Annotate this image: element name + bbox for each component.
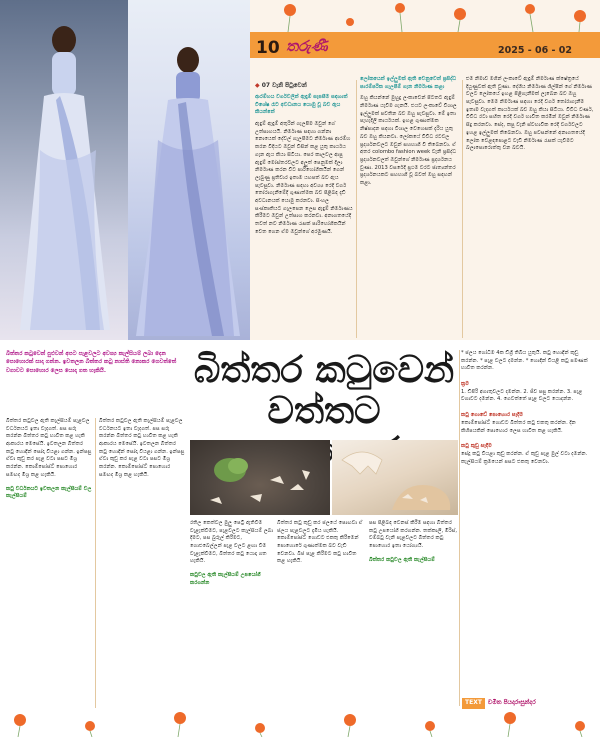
credit-name: චමිත පියදාරාසුන්දර [488,699,536,706]
main-col1-body: බිත්තර කටුවල ඇති කැල්සියම් පැළවල වර්ධනයට ඉතා වැදගත්. පස සරු කරන්න බිත්තර කටු භාවිත කළ හැකි ආකාරය මෙසේයි. ඉවතලන බිත්තර කටු හොඳින් සෝදා වියළා ගන්න. ඉන්පසු ඒවා කුඩු කර පැළ වටා පසට මිශ්‍ර කරන්න. කොම්පෝස්ට් පොහොර සමඟද මිශ්‍ර කළ හැකියි. [6,418,92,478]
main-col1-head: කටු වර්ධනයට ඉවතලන කැල්සියම් වල කැල්සියම් [6,485,92,500]
page-number: 10 [256,38,280,58]
sub-body-2: සේදූ කටු වියළා කුඩු කරන්න. ඒ කුඩු පැළ මුල් වටා දමන්න. කැල්සියම් ක්‍රමයෙන් පසට එකතු වෙනවා. [461,450,588,465]
tips-list: 1. ඩිපිරි අගාතුවලට දමන්න. 2. ජිව පසු කරන්න. 3. පැළ වගාවට දමන්න. 4. ගෙවත්තේ පැළ වලට යොදන්න. [461,388,583,403]
eggshell-soil-photo [190,440,330,515]
top-col3-body: එම නිමාව මගින් ලංකාවේ ඇඳුම් නිර්මාණ ක්ෂේත්‍රයේ දියුණුවක් ඇති වුණා. දේශීය නිර්මාණ ශිල්පීන් ගේ නිර්මාණ වලට ලෝකයේ ඉහළ පිළිගැනීමක් ලැබෙන බව ඔහු පැවසුවා. මෙම නිර්මාණ සඳහා රෙදි වර්ග තෝරාගැනීම ඉතාම වැදගත් කාර්යයක් බව ඔහු කියා සිටියා. විවිධ වර්ණ, විවිධ රටා සහිත රෙදි වර්ග භාවිත කරමින් ඔවුන් නිර්මාණ සිදු කරනවා. සේද, කපු වැනි ස්වභාවික රෙදි වර්ගවලට ඉහළ ඉල්ලුමක් තිබෙනවා. ඔහු පවසන්නේ අනාගතයේදී ලෝක වෙළඳපොළට වැඩි නිර්මාණ රැසක් යැවීමට බලාපොරොත්තු වන බවයි. [466,76,594,152]
column-divider [95,418,96,708]
main-col4-body: පස පිළිබඳ වෙනස් කිරීම සඳහා බිත්තර කටු උපයෝගී කරගන්න. තක්කාලි, මිරිස්, වම්බටු වැනි පැළවලට බිත්තර කටු පොහොර ඉතා යෝග්‍යයි. [369,520,458,550]
sub-heading-1: කටු ගොඩේ පොහොර සෑදීම [461,412,524,419]
column-divider [459,350,460,706]
top-column-2 [360,76,458,188]
model-photo-left [0,0,128,340]
main-col2-head: කටුවල ඇති කැල්සියම් උපයෝගී කරගන්න [190,572,261,586]
credit-tag: TEXT [462,698,485,709]
top-lead: ආරම්භය වර්ගවලින් ඇඳුම් සැපසීම සඳහාත් විශේෂ රෑට අවධානය යොමු වූ බව ඇය කියන්නේ [255,94,348,116]
column-divider [462,80,463,338]
headline-line-2: වත්තට [267,388,381,432]
main-col1b-body: බිත්තර කටුවල ඇති කැල්සියම් පැළවල වර්ධනයට ඉතා වැදගත්. පස සරු කරන්න බිත්තර කටු භාවිත කළ හැකි ආකාරය මෙසේයි. ඉවතලන බිත්තර කටු හොඳින් සෝදා වියළා ගන්න. ඉන්පසු ඒවා කුඩු කර පැළ වටා පසට මිශ්‍ර කරන්න. කොම්පෝස්ට් පොහොර සමඟද මිශ්‍ර කළ හැකියි. [99,418,185,478]
section-title: තරුණී [286,37,328,55]
sub-heading-2: කටු කුඩු සෑදීම [461,443,492,450]
top-col2-head: ලෝකයෙන් ඉල්ලුමක් ඇති වෙනුවෙන් ප්‍රසිද්ධ පාරම්පරික ගැලපීම් ගැන නිර්මාණ කළා [360,76,457,90]
tips-sidebar [461,350,596,706]
model-photo-right [128,0,250,340]
main-col4-head: බිත්තර කටුවල ඇති කැල්සියම් [369,556,435,563]
main-column-4 [369,520,457,564]
continued-label: 07 වැනි පිටුවෙන් [261,82,307,89]
eggshell-photo [332,440,458,515]
main-column-2 [190,520,274,588]
decorative-flowers-top [250,0,600,32]
top-column-3 [466,76,594,153]
bullet-icon: ◆ [255,82,262,89]
author-credit [462,698,596,708]
top-col1-body: ඇඳුම් ඇඳුම් අතුරින් ගැලපීම ඔවුන් ගේ උත්සාහයයි. නිර්මාණ සඳහා ගන්නා නොයෙක් දේවල් ගැලපීමට නිර්මාණ ආරම්භ කරන විදියට ඔවුන් විසින් කළ යුතු කාර්යය ගැන ඇය කියා සිටියා. පෙර කාලවල ආපු ඇඳුම් මෝස්තරවලට අලුත් පෙනුමක් දීලා නිර්මාණ කරන විට පාරිභෝගිකයින් ගෙන් ලැබුණු ප්‍රතිචාර ඉතාම යහපත් බව ඇය පැවසුවා. නිර්මාණ සඳහා අවශ්‍ය රෙදි වර්ග තෝරාගැනීමේදී ගුණාත්මක බව පිළිබඳ දැඩි අවධානයක් යොමු කරනවා. සිංහල සංස්කෘතියට ගැලපෙන ලෙස ඇඳුම් නිර්මාණය කිරීමට ඔවුන් උත්සාහ කරනවා. අනාගතයේදී තවත් නව නිර්මාණ රැසක් පාරිභෝගිකයින් වෙත ගෙන ඒම ඔවුන්ගේ අරමුණයි. [255,121,353,235]
main-col3-body: බිත්තර කටු කුඩු කර ජලයේ පොඟවා ඒ ජලය පැළවලට දැමිය හැකියි. කොම්පෝස්ට් ගොඩට එකතු කිරීමෙන් පොහොරේ ගුණාත්මක බව වැඩි වෙනවා. බීජ පැළ කිරීමට කටු භාවිත කළ හැකියි. [277,520,363,565]
decorative-flowers-bottom [0,708,600,737]
column-divider [356,80,357,338]
main-column-1 [6,418,92,501]
right-intro: * ජලය ගෝධීම 4ක ඩිග්‍රි තිබිය යුතුයි. කටු හොඳින් කුඩු කරන්න. * පැළ වලට දමන්න. * හොඳින් වියළි කටු පමණක් භාවිත කරන්න. [461,350,588,372]
main-col2-body: රතිල කෙත්වල මුලු පෙට්‍රි ඇතිවීම වැළැක්වීමට, පැළවලට කැල්සියම් ලබා දීමට, පස බුරුල් කිරීමට, ගොළුබෙල්ලන් පැළ වලට ළඟා වීම වැළැක්වීමට, බිත්තර කටු යොදා ගත හැකියි. [190,520,274,565]
issue-date: 2025 - 06 - 02 [498,45,572,56]
sub-body-1: කොම්පෝස්ට් ගොඩට බිත්තර කටු එකතු කරන්න. දින කිහිපයකින් පොහොර ලෙස භාවිත කළ හැකියි. [461,419,576,434]
main-column-3 [277,520,365,566]
top-col2-body: ඔහු කියන්නේ මුහුදු ලංකාවෙන් පිටතට ඇඳුම් නිර්මාණ යැවීම ගැනයි. එයට ලංකාවේ විශාල ඉල්ලුමක් පවතින බව ඔහු පැවසුවා. මේ ඉතා පැහැදිලි කාර්යයක්. ඉහළ ගුණාත්මක නිෂ්පාදන සඳහා විශාල වෙහෙසක් දැරිය යුතු බව ඔහු කියනවා. ලෝකයේ විවිධ රටවල ප්‍රදර්ශනවලට ඔවුන් සහභාගී වී තිබෙනවා. ඒ අතර colombo fashion week වැනි ප්‍රසිද්ධ ප්‍රදර්ශනවලත් ඔවුන්ගේ නිර්මාණ ප්‍රදර්ශනය වුණා. 2013 වසරේදී ප්‍රථම වරට ජාත්‍යන්තර ප්‍රදර්ශනයකට සහභාගී වූ බවත් ඔහු සඳහන් කළා. [360,95,457,186]
article-intro: බිත්තර කටුවෙන් පුළුවන් අපට පැළවලට අවශ්‍ය කැල්සියම් ලබා දෙන පොහොරක් සාදා ගන්න. ඉවතලන බිත්තර කටු නාස්ති නොකර ගෙවත්තේ වගාවට පොහොර ලෙස යොදා ගත හැකියි. [6,351,177,374]
top-column-1 [255,94,353,236]
headline-line-1: බිත්තර කටුවෙන් [193,348,455,391]
continued-from [255,82,307,91]
main-column-1b [99,418,185,480]
tips-heading: ක්‍රම [461,381,469,388]
